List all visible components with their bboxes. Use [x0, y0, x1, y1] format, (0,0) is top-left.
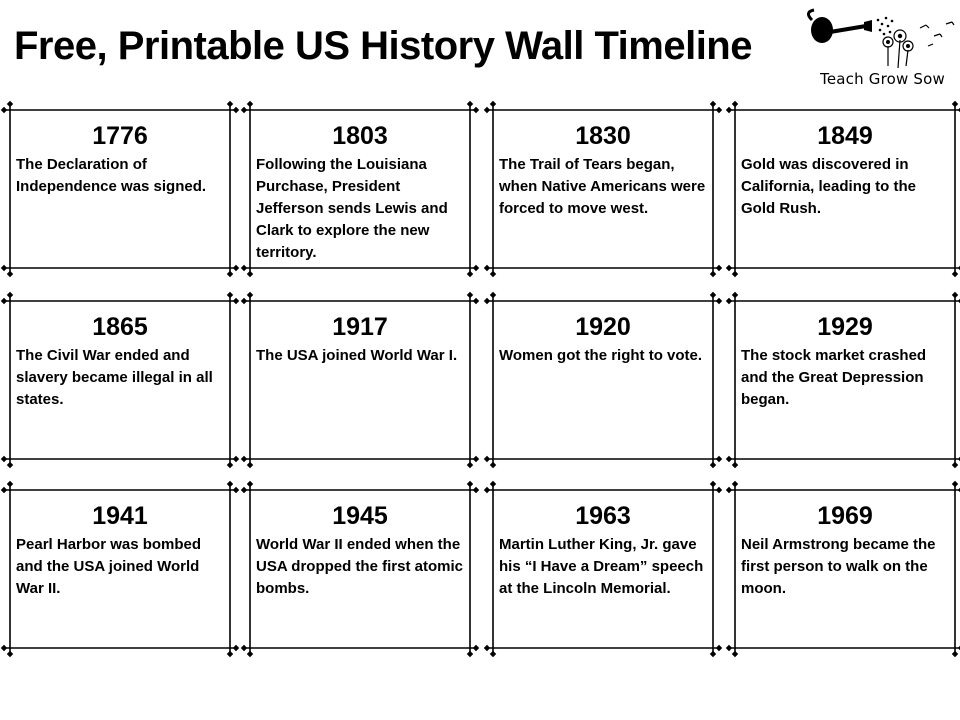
diamond-icon	[7, 462, 13, 468]
diamond-icon	[473, 107, 479, 113]
diamond-icon	[7, 292, 13, 298]
card-description: The Civil War ended and slavery became illegal in all states.	[16, 347, 213, 408]
diamond-icon	[241, 265, 247, 271]
diamond-icon	[952, 481, 958, 487]
timeline-card	[735, 301, 955, 459]
card-year: 1803	[332, 122, 388, 150]
diamond-icon	[726, 298, 732, 304]
card-year: 1830	[575, 122, 631, 150]
diamond-icon	[247, 101, 253, 107]
card-description: The Trail of Tears began, when Native Americans were forced to move west.	[499, 156, 706, 217]
card-description: Women got the right to vote.	[499, 347, 703, 364]
diamond-icon	[490, 462, 496, 468]
diamond-icon	[732, 481, 738, 487]
diamond-icon	[726, 456, 732, 462]
card-description: Gold was discovered in California, leading to the Gold Rush.	[741, 156, 917, 217]
diamond-icon	[716, 456, 722, 462]
card-year: 1865	[92, 313, 148, 341]
card-year: 1849	[817, 122, 873, 150]
card-description: The USA joined World War I.	[256, 347, 458, 364]
diamond-icon	[490, 101, 496, 107]
diamond-icon	[233, 298, 239, 304]
diamond-icon	[710, 651, 716, 657]
diamond-icon	[7, 651, 13, 657]
diamond-icon	[952, 462, 958, 468]
diamond-icon	[716, 265, 722, 271]
card-description: Following the Louisiana Purchase, President Jefferson sends Lewis and Clark to explore the new territory.	[256, 156, 448, 261]
diamond-icon	[467, 462, 473, 468]
diamond-icon	[490, 271, 496, 277]
diamond-icon	[490, 292, 496, 298]
timeline-card	[10, 490, 230, 648]
diamond-icon	[1, 645, 7, 651]
diamond-icon	[241, 456, 247, 462]
card-description: World War II ended when the USA dropped the first atomic bombs.	[256, 536, 463, 597]
diamond-icon	[7, 101, 13, 107]
timeline-card	[250, 490, 470, 648]
diamond-icon	[473, 487, 479, 493]
diamond-icon	[1, 487, 7, 493]
diamond-icon	[732, 292, 738, 298]
diamond-icon	[247, 462, 253, 468]
diamond-icon	[732, 462, 738, 468]
diamond-icon	[1, 265, 7, 271]
logo-text: Teach Grow Sow	[820, 70, 945, 88]
diamond-icon	[233, 456, 239, 462]
diamond-icon	[726, 487, 732, 493]
diamond-icon	[952, 292, 958, 298]
diamond-icon	[732, 101, 738, 107]
card-year: 1929	[817, 313, 873, 341]
diamond-icon	[710, 101, 716, 107]
diamond-icon	[716, 645, 722, 651]
diamond-icon	[233, 487, 239, 493]
diamond-icon	[467, 481, 473, 487]
card-description: Neil Armstrong became the first person to walk on the moon.	[741, 536, 936, 597]
card-year: 1776	[92, 122, 148, 150]
diamond-icon	[467, 651, 473, 657]
diamond-icon	[227, 292, 233, 298]
timeline-card	[735, 490, 955, 648]
card-year: 1969	[817, 502, 873, 530]
card-year: 1917	[332, 313, 388, 341]
diamond-icon	[732, 271, 738, 277]
diamond-icon	[726, 645, 732, 651]
diamond-icon	[484, 645, 490, 651]
page-title: Free, Printable US History Wall Timeline	[14, 24, 752, 68]
card-description: The stock market crashed and the Great Depression began.	[741, 347, 927, 408]
card-year: 1963	[575, 502, 631, 530]
diamond-icon	[227, 651, 233, 657]
card-year: 1920	[575, 313, 631, 341]
diamond-icon	[490, 481, 496, 487]
diamond-icon	[484, 107, 490, 113]
diamond-icon	[716, 298, 722, 304]
diamond-icon	[473, 265, 479, 271]
diamond-icon	[1, 456, 7, 462]
diamond-icon	[241, 645, 247, 651]
diamond-icon	[484, 487, 490, 493]
diamond-icon	[227, 462, 233, 468]
diamond-icon	[952, 101, 958, 107]
diamond-icon	[484, 265, 490, 271]
diamond-icon	[233, 107, 239, 113]
diamond-icon	[710, 462, 716, 468]
timeline-card	[10, 110, 230, 268]
timeline-card	[250, 301, 470, 459]
timeline-card	[250, 110, 470, 268]
diamond-icon	[726, 107, 732, 113]
card-year: 1945	[332, 502, 388, 530]
diamond-icon	[473, 645, 479, 651]
diamond-icon	[227, 101, 233, 107]
diamond-icon	[233, 645, 239, 651]
card-description: Pearl Harbor was bombed and the USA joined World War II.	[16, 536, 202, 597]
diamond-icon	[247, 481, 253, 487]
diamond-icon	[247, 651, 253, 657]
timeline-card	[493, 301, 713, 459]
timeline-card	[10, 301, 230, 459]
diamond-icon	[247, 271, 253, 277]
diamond-icon	[732, 651, 738, 657]
diamond-icon	[241, 487, 247, 493]
card-year: 1941	[92, 502, 148, 530]
card-description: Martin Luther King, Jr. gave his “I Have a Dream” speech at the Lincoln Memorial.	[499, 536, 704, 597]
diamond-icon	[484, 456, 490, 462]
diamond-icon	[710, 271, 716, 277]
timeline-card	[735, 110, 955, 268]
diamond-icon	[952, 651, 958, 657]
diamond-icon	[233, 265, 239, 271]
diamond-icon	[952, 271, 958, 277]
diamond-icon	[726, 265, 732, 271]
diamond-icon	[467, 292, 473, 298]
diamond-icon	[467, 271, 473, 277]
timeline-card	[493, 490, 713, 648]
diamond-icon	[241, 107, 247, 113]
timeline-card	[493, 110, 713, 268]
diamond-icon	[710, 481, 716, 487]
diamond-icon	[227, 271, 233, 277]
diamond-icon	[247, 292, 253, 298]
diamond-icon	[484, 298, 490, 304]
diamond-icon	[7, 271, 13, 277]
diamond-icon	[227, 481, 233, 487]
diamond-icon	[473, 298, 479, 304]
diamond-icon	[716, 487, 722, 493]
diamond-icon	[7, 481, 13, 487]
diamond-icon	[473, 456, 479, 462]
diamond-icon	[241, 298, 247, 304]
diamond-icon	[490, 651, 496, 657]
diamond-icon	[710, 292, 716, 298]
diamond-icon	[716, 107, 722, 113]
diamond-icon	[1, 298, 7, 304]
diamond-icon	[467, 101, 473, 107]
card-description: The Declaration of Independence was signed.	[16, 156, 207, 195]
diamond-icon	[1, 107, 7, 113]
